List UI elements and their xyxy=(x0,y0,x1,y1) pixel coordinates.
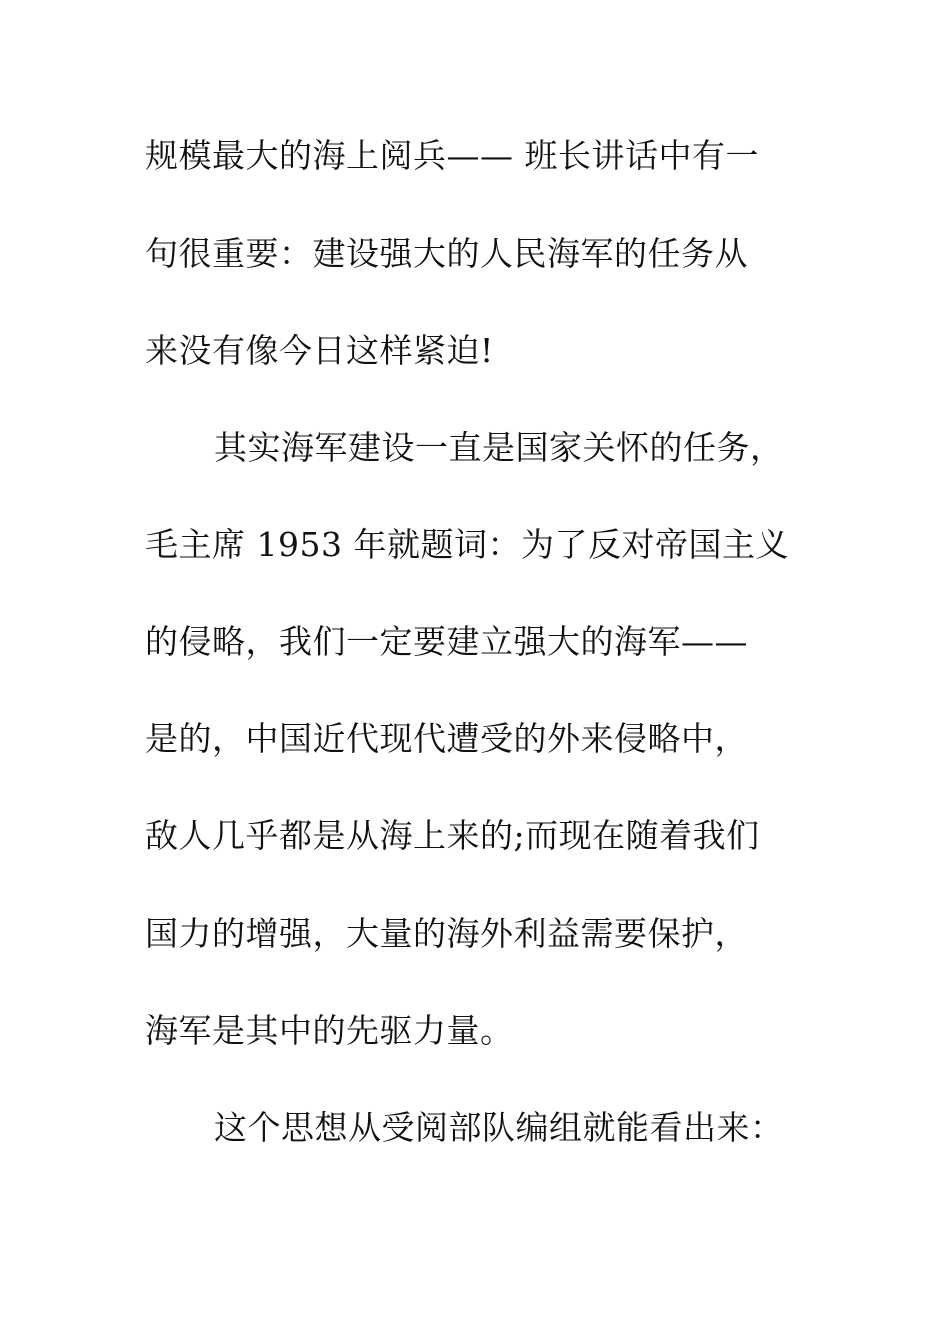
text-line: 海军是其中的先驱力量。 xyxy=(145,1011,514,1050)
paragraph-first-line: 这个思想从受阅部队编组就能看出来： xyxy=(214,1108,784,1147)
text-line: 的侵略，我们一定要建立强大的海军—— xyxy=(145,622,748,661)
paragraph-first-line: 其实海军建设一直是国家关怀的任务， xyxy=(214,428,784,467)
text-line: 句很重要：建设强大的人民海军的任务从 xyxy=(145,234,748,273)
text-line: 敌人几乎都是从海上来的;而现在随着我们 xyxy=(145,816,760,855)
text-line: 是的，中国近代现代遭受的外来侵略中， xyxy=(145,719,748,758)
text-line: 规模最大的海上阅兵—— 班长讲话中有一 xyxy=(145,136,759,175)
text-line: 国力的增强，大量的海外利益需要保护， xyxy=(145,914,748,953)
text-line: 毛主席 1953 年就题词：为了反对帝国主义 xyxy=(145,525,789,564)
text-line: 来没有像今日这样紧迫! xyxy=(145,331,494,370)
